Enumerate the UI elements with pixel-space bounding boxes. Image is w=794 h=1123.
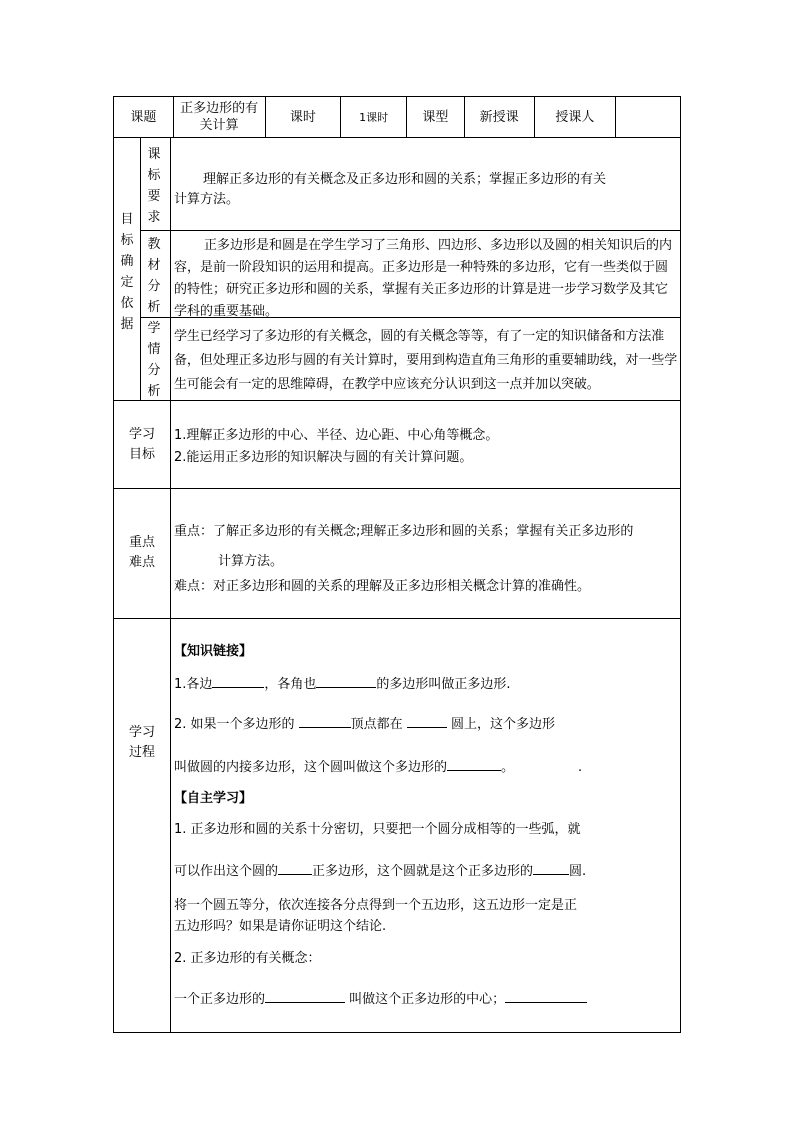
header-topic-value: 正多边形的有关计算 xyxy=(174,97,266,137)
blank-field[interactable] xyxy=(265,988,345,1003)
goals-label-line-1: 学习 xyxy=(128,427,155,442)
difficulty-line: 难点：对正多边形和圆的关系的理解及正多边形相关概念计算的准确性。 xyxy=(174,579,591,594)
header-period-label: 课时 xyxy=(266,97,342,137)
goals-label-line-2: 目标 xyxy=(128,447,155,462)
jiaocai-label: 教材分析 xyxy=(147,237,161,315)
keypoints-label xyxy=(124,533,160,573)
process-label xyxy=(124,723,160,763)
goal-item-2: 2.能运用正多边形的知识解决与圆的有关计算问题。 xyxy=(174,450,473,465)
blank-field[interactable] xyxy=(278,860,312,875)
question-2-line-2 xyxy=(174,756,674,779)
blank-field[interactable] xyxy=(447,756,501,771)
self-study-1-line-3: 将一个圆五等分，依次连接各分点得到一个五边形，这五边形一定是正 xyxy=(174,898,578,913)
self-study-heading: 【自主学习】 xyxy=(174,791,253,806)
row-divider xyxy=(114,400,681,401)
keypoints-label-line-1: 重点 xyxy=(128,535,155,550)
self-study-3-part-a: 一个正多边形的 xyxy=(174,992,266,1007)
goal-item-1: 1.理解正多边形的中心、半径、边心距、中心角等概念。 xyxy=(174,428,499,443)
keypoints-label-line-2: 难点 xyxy=(128,555,155,570)
self-study-1-line-2 xyxy=(174,860,674,883)
question-1-part-b: ，各角也 xyxy=(264,677,317,692)
question-2-part-d: 叫做圆的内接多边形，这个圆叫做这个多边形的 xyxy=(174,760,448,775)
col-divider xyxy=(170,137,171,1033)
knowledge-link-heading: 【知识链接】 xyxy=(174,644,253,659)
blank-field[interactable] xyxy=(299,713,351,728)
self-study-1-part-c: 正多边形，这个圆就是这个正多边形的 xyxy=(312,864,534,879)
jiaocai-text: 正多边形是和圆是在学生学习了三角形、四边形、多边形以及圆的相关知识后的内容，是前一阶段知识的运用和提高。正多边形是一种特殊的多边形，它有一些类似于圆的特性；研究正多边形和圆的关系，掌握有关正多边形的计算是进一步学习数学及其它学科的重要基础。 xyxy=(174,238,673,319)
row-divider xyxy=(114,618,681,619)
col-divider xyxy=(140,137,141,400)
kebiao-label: 课标要求 xyxy=(147,147,161,225)
self-study-3-part-b: 叫做这个正多边形的中心； xyxy=(345,992,506,1007)
question-2-part-f: . xyxy=(578,760,583,775)
question-1-part-a: 1.各边 xyxy=(174,677,213,692)
row-divider xyxy=(114,488,681,489)
self-study-1-part-b: 可以作出这个圆的 xyxy=(174,864,279,879)
header-topic-label: 课题 xyxy=(114,97,174,137)
goals-label xyxy=(124,425,160,465)
header-period-value: 1课时 xyxy=(341,97,407,137)
header-type-value: 新授课 xyxy=(465,97,535,137)
question-2-part-a: 2. 如果一个多边形的 xyxy=(174,717,299,732)
key-point-line-2: 计算方法。 xyxy=(218,554,284,569)
self-study-2: 2. 正多边形的有关概念： xyxy=(174,951,321,966)
self-study-1-line-4: 五边形吗？如果是请你证明这个结论. xyxy=(174,919,387,934)
question-2-part-c: 圆上，这个多边形 xyxy=(446,717,555,732)
xueqing-label: 学情分析 xyxy=(147,321,161,399)
blank-field[interactable] xyxy=(407,713,447,728)
header-row xyxy=(113,96,681,138)
blank-field[interactable] xyxy=(533,860,569,875)
blank-field[interactable] xyxy=(505,988,587,1003)
blank-field[interactable] xyxy=(212,673,264,688)
key-point-line-1: 重点：了解正多边形的有关概念;理解正多边形和圆的关系；掌握有关正多边形的 xyxy=(174,524,634,539)
kebiao-text-line-1: 理解正多边形的有关概念及正多边形和圆的关系；掌握正多边形的有关 xyxy=(203,172,607,187)
self-study-1-part-d: 圆. xyxy=(569,864,587,879)
process-label-line-1: 学习 xyxy=(128,725,155,740)
question-2-part-e: 。 xyxy=(501,760,515,775)
row-divider xyxy=(140,230,681,231)
process-label-line-2: 过程 xyxy=(128,745,155,760)
question-1 xyxy=(174,673,674,696)
question-2-line-1 xyxy=(174,713,674,736)
self-study-3 xyxy=(174,988,674,1011)
self-study-1-line-1: 1. 正多边形和圆的关系十分密切，只要把一个圆分成相等的一些弧，就 xyxy=(174,822,581,837)
target-section-label: 目标确定依据 xyxy=(120,212,134,332)
question-2-part-b: 顶点都在 xyxy=(350,717,407,732)
header-teacher-value xyxy=(616,97,680,137)
xueqing-text: 学生已经学习了多边形的有关概念，圆的有关概念等等，有了一定的知识储备和方法准备，但处理正多边形与圆的有关计算时，要用到构造直角三角形的重要辅助线，对一些学生可能会有一定的思维障碍，在教学中应该充分认识到这一点并加以突破。 xyxy=(174,329,678,392)
kebiao-text-line-2: 计算方法。 xyxy=(174,192,240,207)
question-1-part-c: 的多边形叫做正多边形. xyxy=(376,677,511,692)
blank-field[interactable] xyxy=(316,673,376,688)
header-teacher-label: 授课人 xyxy=(535,97,617,137)
header-type-label: 课型 xyxy=(407,97,465,137)
